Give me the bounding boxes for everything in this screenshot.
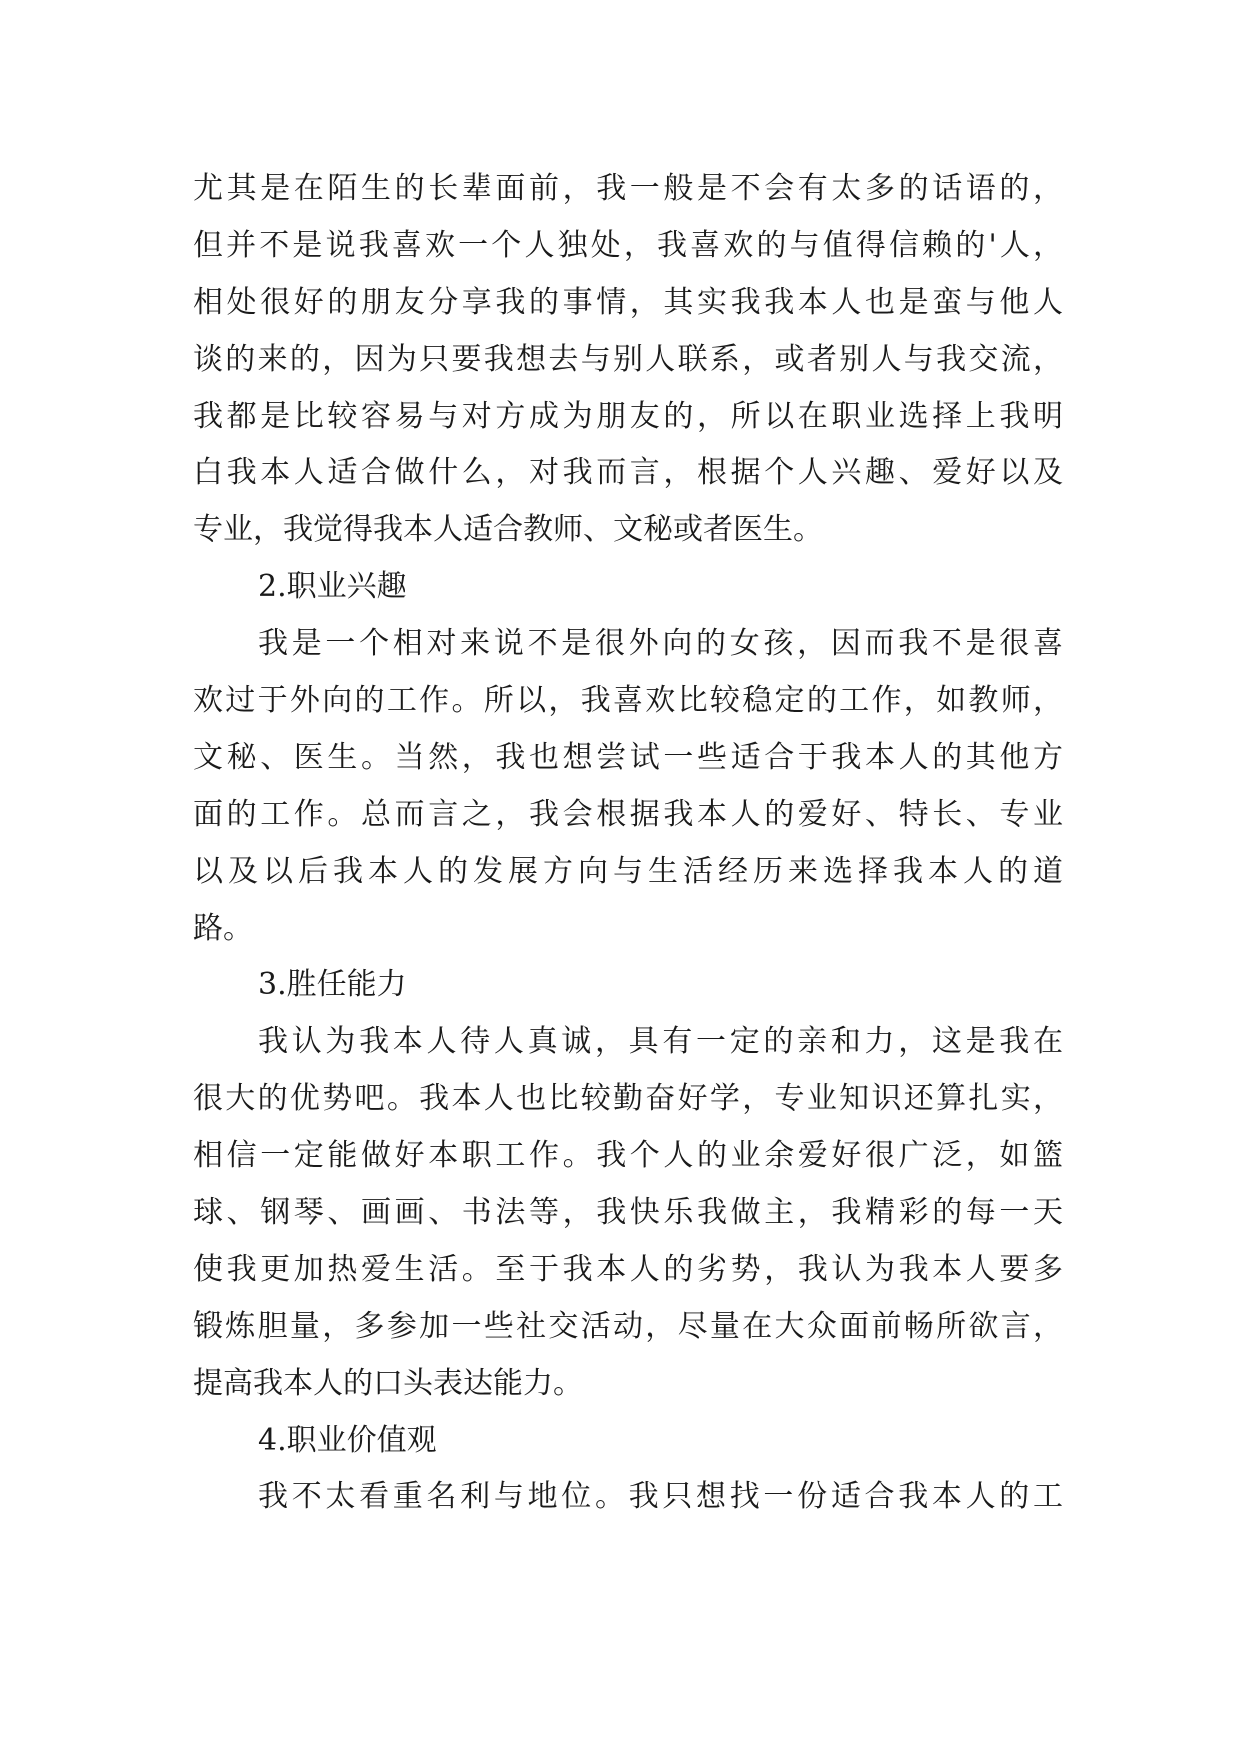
text-line: 我是一个相对来说不是很外向的女孩，因而我不是很喜 [258,626,1063,662]
text-line: 很大的优势吧。我本人也比较勤奋好学，专业知识还算扎实， [193,1081,1063,1117]
text-line: 相信一定能做好本职工作。我个人的业余爱好很广泛，如篮 [193,1138,1063,1174]
document-body [193,161,1063,1526]
text-line: 我认为我本人待人真诚，具有一定的亲和力，这是我在 [258,1024,1063,1060]
text-line: 专业，我觉得我本人适合教师、文秘或者医生。 [193,512,823,548]
text-line: 欢过于外向的工作。所以，我喜欢比较稳定的工作，如教师， [193,683,1063,719]
text-line: 相处很好的朋友分享我的事情，其实我我本人也是蛮与他人 [193,284,1063,320]
text-line: 面的工作。总而言之，我会根据我本人的爱好、特长、专业 [193,796,1063,832]
text-line: 路。 [193,910,253,946]
text-line: 但并不是说我喜欢一个人独处，我喜欢的与值得信赖的'人， [193,227,1063,263]
text-line: 球、钢琴、画画、书法等，我快乐我做主，我精彩的每一天 [193,1195,1063,1231]
text-line: 文秘、医生。当然，我也想尝试一些适合于我本人的其他方 [193,739,1063,775]
text-line: 谈的来的，因为只要我想去与别人联系，或者别人与我交流， [193,341,1063,377]
text-line: 提高我本人的口头表达能力。 [193,1365,583,1401]
text-line: 白我本人适合做什么，对我而言，根据个人兴趣、爱好以及 [193,455,1063,491]
section-heading-career-values: 4.职业价值观 [258,1422,437,1458]
section-heading-competence: 3.胜任能力 [258,967,407,1003]
text-line: 锻炼胆量，多参加一些社交活动，尽量在大众面前畅所欲言， [193,1308,1063,1344]
text-line: 我不太看重名利与地位。我只想找一份适合我本人的工 [258,1479,1063,1515]
text-line: 使我更加热爱生活。至于我本人的劣势，我认为我本人要多 [193,1251,1063,1287]
section-heading-career-interest: 2.职业兴趣 [258,569,407,605]
text-line: 尤其是在陌生的长辈面前，我一般是不会有太多的话语的， [193,171,1063,206]
text-line: 以及以后我本人的发展方向与生活经历来选择我本人的道 [193,853,1063,889]
text-line: 我都是比较容易与对方成为朋友的，所以在职业选择上我明 [193,398,1063,434]
